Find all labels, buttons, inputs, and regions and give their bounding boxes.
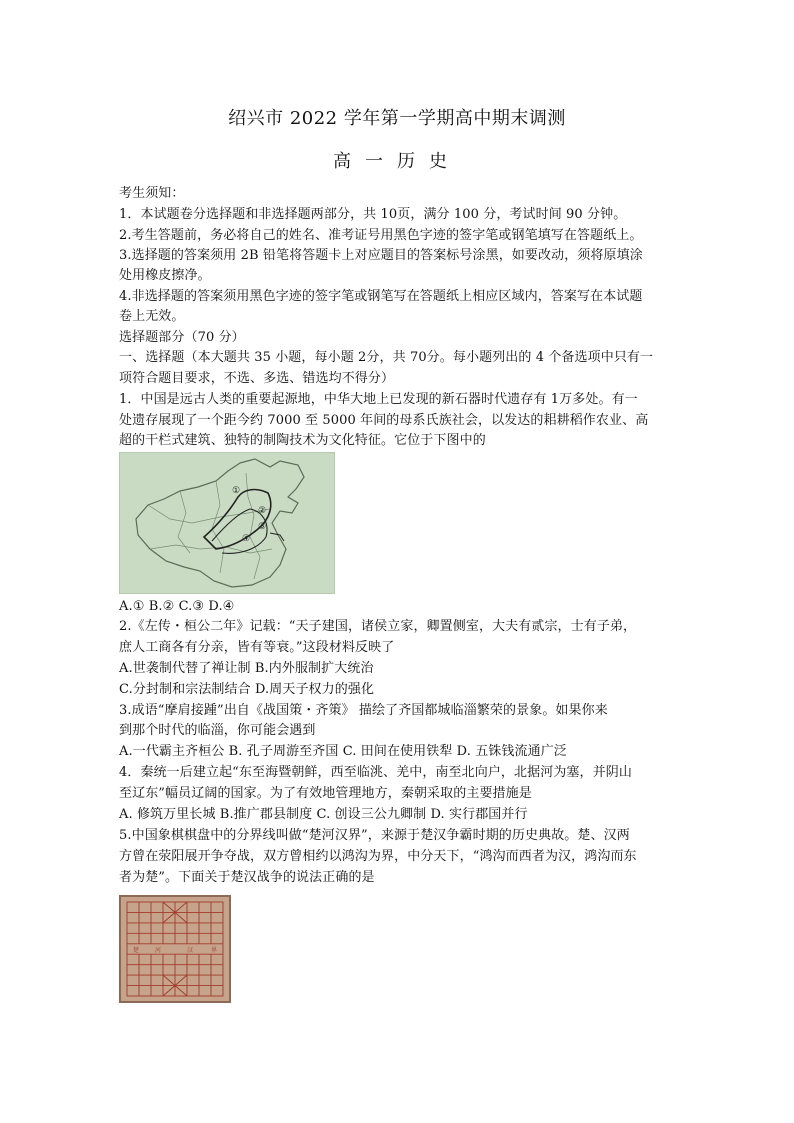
exam-subtitle: 高一历史 [333, 151, 461, 172]
question-2: 2.《左传・桓公二年》记载：“天子建国，诸侯立家，卿置侧室，大夫有贰宗，士有子弟， [119, 619, 637, 634]
option-line: A.世袭制代替了禅让制 B.内外服制扩大统治 [119, 661, 374, 676]
text-line: 者为楚”。下面关于楚汉战争的说法正确的是 [119, 870, 375, 885]
text-line: 庶人工商各有分亲，皆有等衰。”这段材料反映了 [119, 640, 395, 655]
q1-options: A.① B.② C.③ D.④ [119, 599, 235, 614]
text-line: 处用橡皮擦净。 [119, 268, 211, 283]
text-line: 方曾在荥阳展开争夺战，双方曾相约以鸿沟为界，中分天下，“鸿沟而西者为汉，鸿沟而东 [119, 849, 637, 864]
text-line: 超的干栏式建筑、独特的制陶技术为文化特征。它位于下图中的 [119, 433, 486, 448]
question-5: 5.中国象棋棋盘中的分界线叫做“楚河汉界”，来源于楚汉争霸时期的历史典故。楚、汉两 [119, 828, 630, 843]
text-line: 处遗存展现了一个距今约 7000 至 5000 年间的母系氏族社会，以发达的耜耕稻作农业、高 [119, 413, 649, 428]
map-marker-4: ④ [242, 534, 251, 544]
option-line: A.一代霸主齐桓公 B. 孔子周游至齐国 C. 田间在使用铁犁 D. 五铢钱流通广泛 [119, 744, 567, 759]
text-line: 2.考生答题前，务必将自己的姓名、准考证号用黑色字迹的签字笔或钢笔填写在答题纸上。 [119, 228, 643, 243]
text-line: 4.非选择题的答案须用黑色字迹的签字笔或钢笔写在答题纸上相应区域内，答案写在本试题 [119, 289, 643, 304]
map-marker-3: ③ [258, 522, 267, 532]
china-map-svg [120, 453, 334, 593]
text-line: 考生须知： [119, 186, 185, 201]
text-line: 3.选择题的答案须用 2B 铅笔将答题卡上对应题目的答案标号涂黑，如要改动，须将原填涂 [119, 248, 643, 263]
question-1: 1．中国是远古人类的重要起源地，中华大地上已发现的新石器时代遗存有 1万多处。有一 [119, 392, 638, 407]
board-label-han: 汉 [187, 947, 194, 954]
map-marker-2: ② [258, 506, 267, 516]
text-line: 一、选择题（本大题共 35 小题，每小题 2分，共 70分。每小题列出的 4 个备选项中只有一 [119, 350, 654, 365]
text-line: 卷上无效。 [119, 309, 185, 324]
exam-title: 绍兴市 2022 学年第一学期高中期末调测 [228, 108, 566, 129]
option-line: A. 修筑万里长城 B.推广郡县制度 C. 创设三公九卿制 D. 实行郡国并行 [119, 807, 528, 822]
text-line: 1．本试题卷分选择题和非选择题两部分，共 10页，满分 100 分，考试时间 90 分钟。 [119, 207, 627, 222]
china-map-figure [119, 452, 335, 594]
board-label-jie: 界 [211, 947, 218, 954]
map-marker-1: ① [232, 486, 241, 496]
board-label-he: 河 [155, 947, 162, 954]
text-line: 至辽东”幅员辽阔的国家。为了有效地管理地方，秦朝采取的主要措施是 [119, 786, 532, 801]
chess-board-svg [121, 897, 229, 1001]
question-4: 4．秦统一后建立起“东至海暨朝鲜，西至临洮、羌中，南至北向户，北据河为塞，并阴山 [119, 765, 632, 780]
question-3: 3.成语“摩肩接踵”出自《战国策・齐策》 描绘了齐国都城临淄繁荣的景象。如果你来 [119, 703, 608, 718]
section-heading: 选择题部分（70 分） [119, 330, 245, 345]
text-line: 到那个时代的临淄，你可能会遇到 [119, 723, 316, 738]
board-label-chu: 楚 [133, 947, 140, 954]
option-line: C.分封制和宗法制结合 D.周天子权力的强化 [119, 682, 375, 697]
text-line: 项符合题目要求，不选、多选、错选均不得分） [119, 371, 395, 386]
chess-board-figure [119, 895, 231, 1003]
